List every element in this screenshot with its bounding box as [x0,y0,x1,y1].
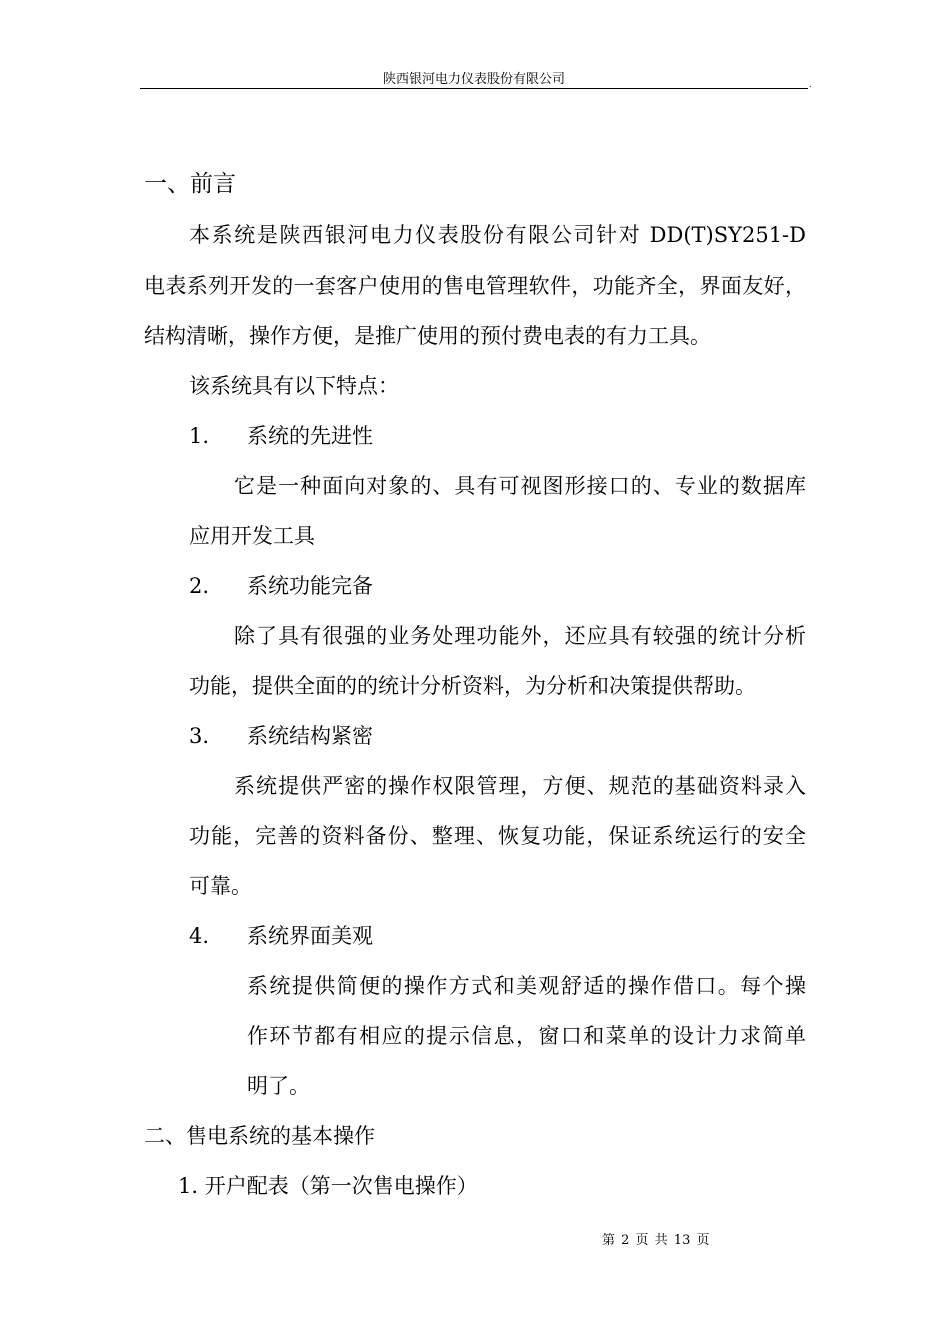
feature-2-heading [189,572,373,600]
header-mark: . [809,80,812,89]
feature-1-heading [189,422,373,450]
feature-4-title: 系统界面美观 [247,924,373,948]
section2-heading: 二、售电系统的基本操作 [144,1124,375,1148]
intro-line-2: 电表系列开发的一套客户使用的售电管理软件，功能齐全，界面友好， [144,274,806,298]
feature-2-line-2: 功能，提供全面的的统计分析资料，为分析和决策提供帮助。 [189,674,756,698]
feature-2-title: 系统功能完备 [247,574,373,598]
features-intro: 该系统具有以下特点： [189,374,399,398]
section1-heading: 一、前言 [144,171,236,197]
intro-line-1: 本系统是陕西银河电力仪表股份有限公司针对 DD(T)SY251-D [189,223,806,247]
feature-3-line-1: 系统提供严密的操作权限管理，方便、规范的基础资料录入 [234,774,806,798]
intro-line-3: 结构清晰，操作方便，是推广使用的预付费电表的有力工具。 [144,324,711,348]
feature-1-number: 1. [189,424,210,448]
section2-item-1: 1. 开户配表（第一次售电操作） [178,1174,478,1198]
feature-1-line-2: 应用开发工具 [189,524,315,548]
feature-1-title: 系统的先进性 [247,424,373,448]
feature-3-number: 3. [189,724,210,748]
feature-4-line-1: 系统提供简便的操作方式和美观舒适的操作借口。每个操 [247,974,806,998]
page-footer-number: 第 2 页 共 13 页 [602,1233,710,1248]
feature-3-line-3: 可靠。 [189,874,252,898]
header-rule [140,88,808,89]
feature-4-heading [189,922,373,950]
feature-4-line-2: 作环节都有相应的提示信息，窗口和菜单的设计力求简单 [247,1024,806,1048]
header-company-name: 陕西银河电力仪表股份有限公司 [382,72,565,87]
page-header [140,70,808,90]
feature-3-title: 系统结构紧密 [247,724,373,748]
feature-2-line-1: 除了具有很强的业务处理功能外，还应具有较强的统计分析 [234,624,806,648]
feature-1-line-1: 它是一种面向对象的、具有可视图形接口的、专业的数据库 [234,474,806,498]
feature-4-line-3: 明了。 [247,1074,310,1098]
feature-4-number: 4. [189,924,210,948]
feature-3-heading [189,722,373,750]
feature-2-number: 2. [189,574,210,598]
feature-3-line-2: 功能，完善的资料备份、整理、恢复功能，保证系统运行的安全 [189,824,806,848]
